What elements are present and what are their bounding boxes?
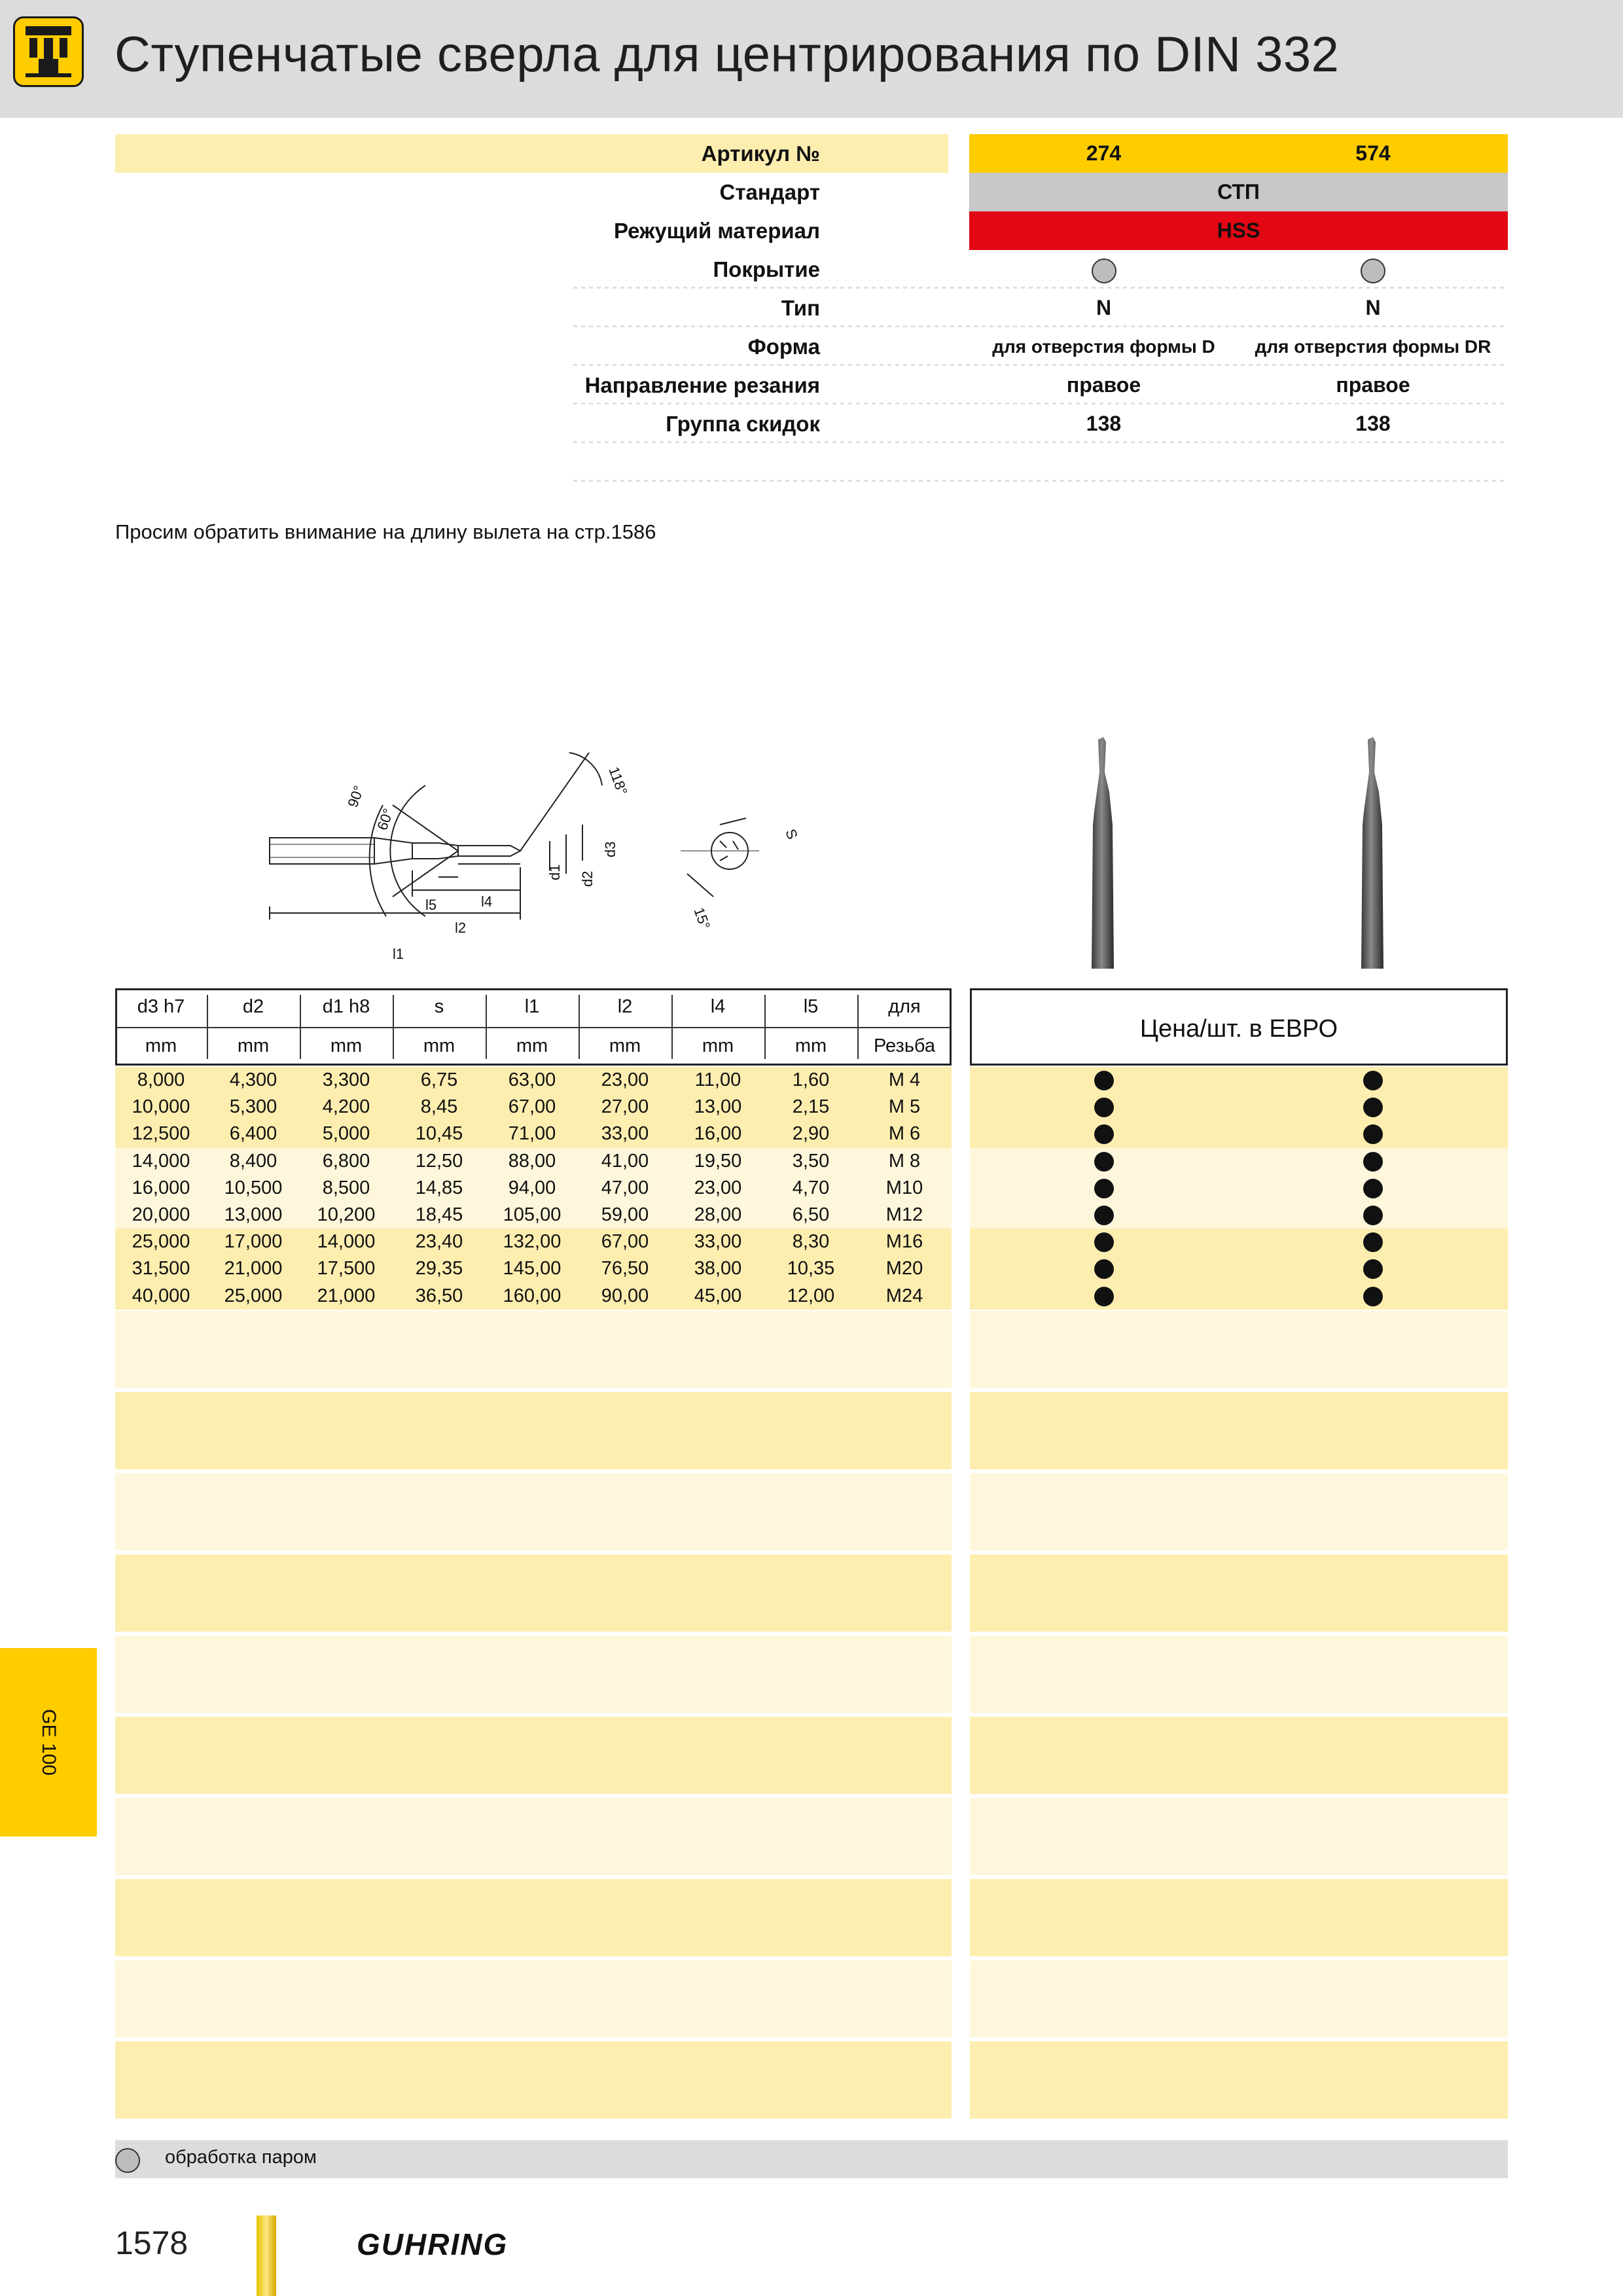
table-cell: 67,00 [508,1096,556,1118]
table-cell: 13,00 [694,1096,742,1118]
table-cell: 33,00 [601,1123,649,1145]
availability-dot-icon [1094,1206,1114,1225]
table-cell: 10,000 [132,1096,190,1118]
page-title: Ступенчатые сверла для центрирования по DIN 332 [115,27,1340,82]
table-cell: 94,00 [508,1177,556,1198]
price-header [970,988,1508,1066]
availability-dot-icon [1094,1287,1114,1306]
table-cell: 6,800 [322,1150,370,1172]
standard-value: СТП [1217,180,1260,204]
table-cell: 88,00 [508,1150,556,1172]
legend-text: обработка паром [165,2147,317,2168]
spec-row-standard [115,173,1508,211]
table-cell: 6,50 [792,1204,830,1225]
section-code: GE 100 [38,1709,60,1776]
empty-row-band [970,1960,1508,2037]
table-cell: 27,00 [601,1096,649,1118]
dimension-label: l4 [481,893,493,910]
empty-row-band [115,1798,952,1875]
column-header: для [888,996,921,1017]
column-header: d1 h8 [322,996,370,1017]
discount-group-value: 138 [1355,412,1391,435]
direction-value: правое [1066,373,1141,397]
technical-drawing [262,733,801,969]
table-cell: 47,00 [601,1177,649,1198]
column-unit: mm [794,1035,827,1056]
table-cell: 8,45 [420,1096,458,1118]
dimension-label: l2 [455,920,467,936]
table-cell: 90,00 [601,1285,649,1306]
table-cell: 12,500 [132,1123,190,1145]
table-cell: 63,00 [508,1069,556,1090]
availability-dot-icon [1094,1098,1114,1117]
table-cell: 14,000 [132,1150,190,1172]
table-cell: 21,000 [317,1285,376,1306]
table-cell: M 5 [888,1096,921,1118]
spec-label: Артикул № [701,141,820,166]
empty-row-band [115,1960,952,2037]
column-divider [764,995,766,1059]
empty-row-band [970,1554,1508,1632]
table-cell: 23,00 [601,1069,649,1090]
column-header: l4 [710,996,726,1017]
table-cell: 38,00 [694,1258,742,1280]
row-divider [573,480,1508,482]
steam-treatment-icon [1361,259,1385,283]
table-cell: 4,70 [792,1177,830,1198]
product-photo-574 [1343,733,1402,972]
spec-label: Направление резания [584,373,820,397]
overhang-note: Просим обратить внимание на длину вылета на стр.1586 [115,520,656,543]
column-header: d3 h7 [137,996,185,1017]
empty-row-band [970,2041,1508,2119]
table-cell: 10,35 [787,1258,835,1280]
table-cell: 4,300 [229,1069,277,1090]
empty-row-band [970,1473,1508,1551]
spec-label: Группа скидок [666,412,820,436]
column-divider [300,995,301,1059]
table-cell: 8,30 [792,1231,830,1253]
empty-row-band [970,1636,1508,1713]
empty-row-band [115,2041,952,2119]
steam-treatment-icon [1092,259,1116,283]
table-cell: 29,35 [415,1258,463,1280]
form-value: для отверстия формы D [992,336,1215,357]
table-cell: 8,500 [322,1177,370,1198]
spec-row-coating [115,250,1508,289]
steam-treatment-icon [115,2148,140,2173]
column-divider [393,995,394,1059]
column-divider [671,995,673,1059]
section-side-tab [0,1648,97,1837]
table-cell: 5,000 [322,1123,370,1145]
dimension-label: d3 [602,841,618,857]
column-header: l2 [617,996,633,1017]
table-cell: 16,00 [694,1123,742,1145]
table-cell: M 8 [888,1150,921,1172]
dimension-label: d1 [546,864,563,880]
price-label: Цена/шт. в ЕВРО [1139,1015,1338,1043]
footer-stripe [257,2215,276,2296]
table-cell: M20 [885,1258,923,1280]
table-cell: 105,00 [503,1204,562,1225]
discount-group-value: 138 [1086,412,1122,435]
table-cell: 3,50 [792,1150,830,1172]
column-divider [579,995,580,1059]
article-number: 274 [1086,141,1122,165]
table-cell: 28,00 [694,1204,742,1225]
type-value: N [1096,296,1112,319]
column-header: d2 [242,996,264,1017]
column-header: l5 [803,996,819,1017]
table-cell: 8,000 [137,1069,185,1090]
table-cell: 17,000 [224,1231,283,1253]
availability-dot-icon [1363,1152,1383,1172]
table-cell: M10 [885,1177,923,1198]
empty-row-band [970,1798,1508,1875]
spec-band [115,134,948,173]
availability-dot-icon [1094,1232,1114,1252]
type-value: N [1365,296,1381,319]
table-cell: 160,00 [503,1285,562,1306]
column-header: s [434,996,444,1017]
column-unit: mm [516,1035,548,1056]
dimension-label: l1 [393,946,404,962]
table-cell: M12 [885,1204,923,1225]
brand-logo: GUHRING [357,2227,508,2261]
table-cell: 1,60 [792,1069,830,1090]
table-cell: M16 [885,1231,923,1253]
table-cell: 71,00 [508,1123,556,1145]
column-unit: mm [702,1035,734,1056]
table-cell: 41,00 [601,1150,649,1172]
table-cell: M24 [885,1285,923,1306]
table-cell: M 6 [888,1123,921,1145]
coating-cell [969,250,1238,289]
empty-row-band [115,1636,952,1713]
table-cell: 4,200 [322,1096,370,1118]
table-cell: 17,500 [317,1258,376,1280]
table-cell: 6,400 [229,1123,277,1145]
table-cell: 13,000 [224,1204,283,1225]
table-cell: 10,45 [415,1123,463,1145]
table-cell: 14,000 [317,1231,376,1253]
spec-row-article [115,134,1508,173]
table-cell: 40,000 [132,1285,190,1306]
empty-row-band [115,1311,952,1388]
angle-label: 60° [374,806,397,833]
row-band [970,1148,1508,1229]
table-cell: 6,75 [420,1069,458,1090]
table-cell: 59,00 [601,1204,649,1225]
column-unit: Резьба [873,1035,936,1056]
table-cell: 19,50 [694,1150,742,1172]
drill-shank [270,838,374,864]
category-logo-icon [13,16,84,87]
empty-row-band [970,1392,1508,1469]
table-cell: 11,00 [694,1069,741,1090]
column-divider [486,995,487,1059]
spec-row-spacer [115,443,1508,482]
empty-row-band [970,1879,1508,1956]
availability-dot-icon [1094,1071,1114,1090]
coating-cell [1238,250,1508,289]
availability-dot-icon [1363,1179,1383,1198]
spec-row-type [115,289,1508,327]
table-cell: 132,00 [503,1231,562,1253]
spec-row-form [115,327,1508,366]
table-cell: 145,00 [503,1258,562,1280]
table-cell: 23,00 [694,1177,742,1198]
column-unit: mm [423,1035,455,1056]
table-cell: 23,40 [415,1231,463,1253]
availability-dot-icon [1094,1179,1114,1198]
drill-body [374,838,520,864]
spec-label: Режущий материал [613,219,820,243]
spec-label: Стандарт [719,180,820,204]
article-number: 574 [1355,141,1391,165]
availability-dot-icon [1363,1098,1383,1117]
angle-label: 90° [344,783,368,810]
column-unit: mm [609,1035,641,1056]
column-divider [207,995,208,1059]
dimension-label: l5 [425,897,437,913]
table-cell: 5,300 [229,1096,277,1118]
dimension-label: d2 [579,870,596,887]
page-number: 1578 [115,2225,188,2261]
row-band [970,1229,1508,1310]
table-cell: 21,000 [224,1258,283,1280]
spec-label: Тип [781,296,820,320]
spec-row-material [115,211,1508,250]
form-value: для отверстия формы DR [1255,336,1491,357]
availability-dot-icon [1363,1071,1383,1090]
table-cell: 31,500 [132,1258,190,1280]
empty-row-band [970,1311,1508,1388]
table-cell: 14,85 [415,1177,463,1198]
empty-row-band [115,1473,952,1551]
availability-dot-icon [1363,1287,1383,1306]
product-photo-274 [1073,733,1132,972]
table-cell: 20,000 [132,1204,190,1225]
table-cell: 10,200 [317,1204,376,1225]
table-cell: 12,50 [415,1150,463,1172]
dimension-label: S [782,827,801,842]
table-cell: 36,50 [415,1285,463,1306]
table-cell: 18,45 [415,1204,463,1225]
empty-row-band [115,1717,952,1794]
column-unit: mm [145,1035,177,1056]
column-divider [857,995,859,1059]
table-cell: 10,500 [224,1177,283,1198]
spec-row-direction [115,366,1508,404]
table-cell: 76,50 [601,1258,649,1280]
table-cell: 33,00 [694,1231,742,1253]
header-divider [117,1027,950,1028]
table-cell: M 4 [888,1069,921,1090]
angle-label: 118° [605,764,631,797]
table-cell: 2,15 [792,1096,830,1118]
table-cell: 16,000 [132,1177,190,1198]
table-cell: 25,000 [132,1231,190,1253]
spec-label: Покрытие [713,257,820,281]
table-cell: 8,400 [229,1150,277,1172]
angle-label: 15° [690,905,714,931]
availability-dot-icon [1363,1206,1383,1225]
empty-row-band [115,1879,952,1956]
table-cell: 45,00 [694,1285,742,1306]
empty-row-band [970,1717,1508,1794]
spec-label: Форма [747,334,820,359]
legend-bar [115,2140,1508,2178]
availability-dot-icon [1094,1152,1114,1172]
direction-value: правое [1336,373,1410,397]
column-unit: mm [330,1035,363,1056]
empty-row-band [115,1554,952,1632]
empty-row-band [115,1392,952,1469]
column-unit: mm [237,1035,270,1056]
material-value: HSS [1217,219,1260,242]
table-cell: 67,00 [601,1231,649,1253]
table-cell: 12,00 [787,1285,835,1306]
column-header: l1 [524,996,540,1017]
table-cell: 25,000 [224,1285,283,1306]
spec-row-discount-group [115,404,1508,443]
row-band [970,1067,1508,1148]
table-cell: 3,300 [322,1069,370,1090]
table-cell: 2,90 [792,1123,830,1145]
availability-dot-icon [1363,1232,1383,1252]
